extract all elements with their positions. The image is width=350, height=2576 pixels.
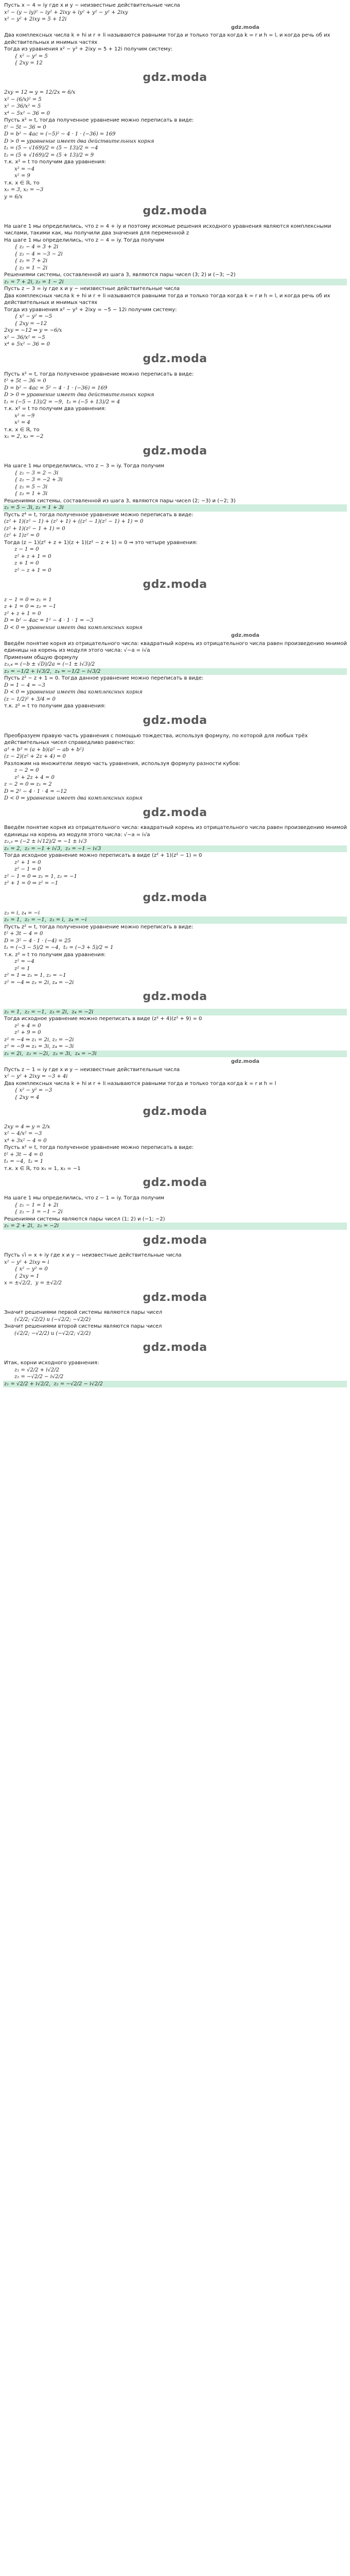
math-line: z + 1 = 0 ⇒ z₂ = −1	[4, 604, 56, 610]
math-line: x² = −9	[14, 413, 35, 419]
watermark-logo: gdz.moda	[143, 205, 207, 218]
math-line: z² − 1 = 0 ⇒ z₁ = 1, z₂ = −1	[4, 873, 77, 879]
text-line: Введём понятие корня из отрицательного числа: квадратный корень из отрицательного числа равен произведению мнимой единицы на корень из модуля этого числа: √−a = i√a	[4, 825, 349, 838]
watermark-logo: gdz.moda	[143, 806, 207, 819]
watermark-logo: gdz.moda	[143, 444, 207, 457]
math-line: t₁ = (−3 − 5)/2 = −4, t₂ = (−3 + 5)/2 = 1	[4, 945, 114, 951]
math-line: t² + 5t − 36 = 0	[4, 378, 46, 384]
answer-line: z₁ = 5 − 3i, z₂ = 1 + 3i	[3, 504, 347, 512]
text-line: т.к. x² = t то получим два уравнения:	[4, 159, 106, 165]
text-line: т.к. x² = t то получим два уравнения:	[4, 406, 106, 412]
watermark-small: gdz.moda	[231, 24, 259, 30]
math-line: D = b² − 4ac = 5² − 4 · 1 · (−36) = 169	[4, 385, 108, 391]
math-line: z² + 1 = 0 ⇒ z² = −1	[4, 880, 58, 887]
text-line: Два комплексных числа k + hi и r + li называются равными тогда и только тогда когда k = r и h = l, и когда речь об их действительных и мнимых частях	[4, 32, 332, 45]
math-line: (z² + 1)(z² − 1) + (z² + 1) + ((z² − 1)(z² − 1) + 1) = 0	[4, 519, 144, 525]
math-line: x² − y² + 2ixy = 5 + 12i	[4, 16, 67, 22]
math-line: { z₂ − 3 = −2 + 3i	[14, 477, 63, 483]
watermark-logo: gdz.moda	[143, 1105, 207, 1118]
watermark-logo: gdz.moda	[143, 990, 207, 1003]
math-line: x⁴ − 5x² − 36 = 0	[4, 110, 50, 116]
math-line: t² + 3t − 4 = 0	[4, 1151, 43, 1158]
watermark-logo: gdz.moda	[143, 71, 207, 84]
math-line: t² + 3t − 4 = 0	[4, 931, 43, 937]
math-line: { x² − y² = 5	[14, 53, 48, 59]
math-line: { z₁ − 1 = 1 + 2i	[14, 1202, 59, 1208]
math-line: t² − 5t − 36 = 0	[4, 124, 46, 130]
answer-line: z₁ = 1, z₂ = −1, z₃ = 2i, z₄ = −2i	[3, 1009, 347, 1016]
answer-line: z₁ = √2/2 + i√2/2, z₂ = −√2/2 − i√2/2	[3, 1381, 347, 1388]
math-line: x² − 36/x² = 5	[4, 104, 41, 110]
math-line: z − 1 = 0 ⇒ z₁ = 1	[4, 597, 52, 603]
math-line: x² − y² + 2ixy = −3 + 4i	[4, 1074, 68, 1080]
math-line: z² + 2z + 4 = 0	[14, 774, 55, 781]
text-line: Значит решениями первой системы являются пары чисел	[4, 1310, 163, 1316]
math-line: x² − 36/x² = −5	[4, 334, 45, 341]
text-line: Тогда из уравнения x² − y² + 2ixy = 5 + 12i получим систему:	[4, 46, 173, 52]
math-line: x² − (6/x)² = 5	[4, 96, 42, 103]
math-line: (z − 1/2)² + 3/4 = 0	[4, 696, 56, 702]
text-line: На шаге 1 мы определились, что z = 4 + iy и поэтому искомые решения исходного уравнения являются комплексными числами, такими как, мы получили два значения для переменной z	[4, 223, 333, 236]
answer-line: z₃ = −1/2 + i√3/2, z₄ = −1/2 − i√3/2	[3, 668, 347, 675]
math-line: { z₁ − 4 = 3 + 2i	[14, 244, 59, 250]
watermark-small: gdz.moda	[231, 1059, 259, 1065]
text-line: Тогда из уравнения x² − y² + 2ixy = −5 − 12i получим систему:	[4, 307, 177, 313]
math-line: z² = −4 ⇒ z₃ = 2i, z₄ = −2i	[4, 979, 74, 986]
text-line: Два комплексных числа k + hi и r + li называются равными тогда и только тогда когда k = r и h = l, и когда речь об их действительных и мнимых частях	[4, 293, 332, 306]
answer-line: z₁ = 7 + 2i, z₂ = 1 − 2i	[3, 279, 347, 286]
math-line: x⁴ + 3x² − 4 = 0	[4, 1138, 47, 1144]
math-line: { z₁ − 3 = 2 − 3i	[14, 470, 59, 476]
math-line: z + 1 = 0	[14, 561, 39, 567]
math-line: { 2xy = 4	[14, 1094, 40, 1100]
text-line: Решениями системы, составленной из шага 3, являются пары чисел (3; 2) и (−3; −2)	[4, 272, 236, 278]
math-line: D < 0 ⇒ уравнение имеет два комплексных корня	[4, 689, 143, 696]
math-line: D = b² − 4ac = (−5)² − 4 · 1 · (−36) = 169	[4, 131, 116, 138]
text-line: Пусть z² − z + 1 = 0. Тогда данное уравнение можно переписать в виде:	[4, 675, 204, 682]
watermark-logo: gdz.moda	[143, 714, 207, 727]
text-line: Итак, корни исходного уравнения:	[4, 1360, 99, 1366]
math-line: a³ + b³ = (a + b)(a² − ab + b²)	[4, 747, 84, 753]
math-line: D < 0 ⇒ уравнение имеет два комплексных корня	[4, 795, 143, 802]
math-line: z − 2 = 0	[14, 768, 39, 774]
math-line: (z − 2)(z² + 2z + 4) = 0	[4, 754, 66, 760]
math-line: D > 0 ⇒ уравнение имеет два действительных корня	[4, 392, 154, 398]
math-line: { z₂ − 1 = −1 − 2i	[14, 1209, 63, 1215]
text-line: Тогда исходное уравнение можно переписать в виде (z² + 4)(z² + 9) = 0	[4, 1016, 202, 1022]
text-line: Пусть z − 3 = iy где x и y − неизвестные действительные числа	[4, 286, 180, 292]
text-line: Введём понятие корня из отрицательного числа: квадратный корень из отрицательного числа равен произведению мнимой единицы на корень из модуля этого числа: √−a = i√a	[4, 640, 349, 654]
text-line: На шаге 1 мы определились, что z − 3 = iy. Тогда получим	[4, 463, 164, 469]
text-line: Пусть z² = t, тогда полученное уравнение можно переписать в виде:	[4, 924, 194, 930]
text-line: Пусть x² = t, тогда полученное уравнение можно переписать в виде:	[4, 371, 194, 377]
math-line: z² = −9 ⇒ z₃ = 3i, z₄ = −3i	[4, 1044, 74, 1050]
math-line: D = 2² − 4 · 1 · 4 = −12	[4, 788, 67, 794]
math-line: z² + z + 1 = 0	[4, 611, 41, 617]
math-line: z − 2 = 0 ⇒ z₁ = 2	[4, 782, 52, 788]
math-line: z₂,₃ = (−2 ± i√12)/2 = −1 ± i√3	[4, 839, 87, 845]
watermark-logo: gdz.moda	[143, 1291, 207, 1304]
math-line: x² = 9	[14, 173, 30, 179]
text-line: Преобразуем правую часть уравнения с помощью тождества, используя формулу, по которой для любых трёх действительных чисел справедливо равенство:	[4, 733, 310, 746]
math-line: z² − z + 1 = 0	[14, 567, 51, 573]
answer-line: z₁ = 1, z₂ = −1, z₃ = i, z₄ = −i	[3, 917, 347, 924]
watermark-logo: gdz.moda	[143, 352, 207, 365]
text-line: Решениями системы являются пары чисел (1; 2) и (−1; −2)	[4, 1216, 165, 1222]
watermark-small: gdz.moda	[231, 633, 259, 639]
math-line: z₃ = i, z₄ = −i	[4, 910, 40, 916]
text-line: т.к. x ∈ ℝ, то	[4, 427, 40, 433]
math-line: { 2xy = −12	[14, 320, 47, 327]
text-line: Пусть z⁴ = t, тогда полученное уравнение можно переписать в виде:	[4, 512, 194, 518]
text-line: Тогда (z − 1)(z² + z + 1)(z + 1)(z² − z + 1) = 0 ⇒ это четыре уравнения:	[4, 539, 198, 546]
math-line: { x² − y² = −3	[14, 1088, 52, 1094]
text-line: Пусть z − 1 = iy где x и y − неизвестные действительные числа	[4, 1066, 180, 1073]
text-line: Пусть x² = t, тогда полученное уравнение можно переписать в виде:	[4, 1145, 194, 1151]
text-line: Пусть √i = x + iy где x и y − неизвестные действительные числа	[4, 1252, 182, 1259]
math-line: z² + 4 = 0	[14, 1023, 41, 1029]
math-line: { z₂ − 4 = −3 − 2i	[14, 251, 63, 257]
math-line: z² = −4	[14, 959, 34, 964]
math-line: (z² + 1)(z² − 1 + 1) = 0	[4, 526, 65, 532]
math-line: x² = −4	[14, 166, 35, 172]
math-line: D = 3² − 4 · 1 · (−4) = 25	[4, 938, 71, 944]
text-line: т.к. x ∈ ℝ, то	[4, 180, 40, 186]
math-line: 2xy = −12 ⇒ y = −6/x	[4, 328, 62, 334]
math-line: (√2/2; −√2/2) и (−√2/2; √2/2)	[14, 1330, 91, 1336]
math-line: x² − (y − iy)² − iy² + 2ixy + iy² + y² − y² + 2ixy	[4, 9, 128, 15]
math-line: z − 1 = 0	[14, 547, 39, 553]
math-line: D = b² − 4ac = 1² − 4 · 1 · 1 = −3	[4, 618, 94, 624]
answer-line: z₁ = 2, z₂ = −1 + i√3, z₃ = −1 − i√3	[3, 845, 347, 853]
math-line: t₁ = (5 − √169)/2 = (5 − 13)/2 = −4	[4, 145, 98, 151]
math-line: { 2xy = 12	[14, 60, 43, 66]
math-line: y = 6/x	[4, 194, 23, 200]
text-line: Значит решениями второй системы являются пары чисел	[4, 1324, 162, 1330]
answer-line: z₁ = 2i, z₂ = −2i, z₃ = 3i, z₄ = −3i	[3, 1050, 347, 1058]
math-line: { x² − y² = 0	[14, 1266, 48, 1273]
math-line: D > 0 ⇒ уравнение имеет два действительных корня	[4, 138, 154, 144]
watermark-logo: gdz.moda	[143, 1341, 207, 1354]
text-line: На шаге 1 мы определились, что z − 4 = iy. Тогда получим	[4, 237, 164, 243]
math-line: t₁ = −4, t₂ = 1	[4, 1159, 44, 1165]
math-line: { z₂ = 1 − 2i	[14, 265, 48, 271]
math-line: t₂ = (5 + √169)/2 = (5 + 13)/2 = 9	[4, 152, 94, 158]
math-line: x = ±√2/2, y = ±√2/2	[4, 1280, 62, 1286]
math-line: z² − 1 = 0	[14, 867, 41, 873]
math-line: z₁ = √2/2 + i√2/2	[14, 1367, 59, 1373]
text-line: Решениями системы, составленной из шага 3, являются пары чисел (2; −3) и (−2; 3)	[4, 498, 236, 504]
text-line: Пусть x² = t, тогда полученное уравнение можно переписать в виде:	[4, 117, 194, 124]
math-line: { z₁ = 5 − 3i	[14, 484, 48, 490]
math-line: z₃,₄ = (−b ± √D)/2a = (−1 ± i√3)/2	[4, 662, 95, 668]
math-line: t₁ = (−5 − 13)/2 = −9, t₂ = (−5 + 13)/2 = 4	[4, 399, 120, 405]
math-line: z₂ = −√2/2 − i√2/2	[14, 1374, 64, 1380]
text-line: На шаге 1 мы определились, что z − 1 = iy. Тогда получим	[4, 1195, 164, 1201]
math-line: 2xy = 4 ⇒ y = 2/x	[4, 1124, 50, 1130]
math-line: { z₁ = 7 + 2i	[14, 258, 48, 264]
math-line: z² + 9 = 0	[14, 1030, 41, 1036]
watermark-logo: gdz.moda	[143, 1233, 207, 1247]
math-line: (√2/2; √2/2) и (−√2/2; −√2/2)	[14, 1316, 91, 1323]
text-line: Применим общую формулу	[4, 654, 78, 660]
math-line: x₁ = 3, x₂ = −3	[4, 187, 44, 193]
watermark-logo: gdz.moda	[143, 891, 207, 904]
text-line: Пусть x − 4 = iy где x и y − неизвестные действительные числа	[4, 3, 180, 8]
math-line: x⁴ + 5x² − 36 = 0	[4, 342, 50, 348]
math-line: x² − y² + 2ixy = i	[4, 1259, 49, 1265]
watermark-logo: gdz.moda	[143, 578, 207, 591]
math-line: { z₂ = 1 + 3i	[14, 491, 48, 497]
math-line: z² + z + 1 = 0	[14, 553, 51, 560]
math-line: z² = −4 ⇒ z₁ = 2i, z₂ = −2i	[4, 1037, 74, 1043]
math-line: x² − 4/x² = −3	[4, 1131, 42, 1137]
math-line: z² + 1 = 0	[14, 859, 41, 866]
math-line: x₁ = 2, x₂ = −2	[4, 434, 44, 440]
math-line: x² = 4	[14, 420, 30, 426]
math-line: z² = 1 ⇒ z₁ = 1, z₂ = −1	[4, 973, 66, 978]
text-line: т.к. z² = t то получим два уравнения:	[4, 952, 106, 958]
math-line: z² = 1	[14, 965, 30, 972]
math-line: { 2xy = 1	[14, 1273, 40, 1279]
math-line: D < 0 ⇒ уравнение имеет два комплексных корня	[4, 624, 143, 631]
answer-line: z₁ = 2 + 2i, z₂ = −2i	[3, 1223, 347, 1230]
math-line: D = 1 − 4 = −3	[4, 682, 45, 688]
math-line: { x² − y² = −5	[14, 314, 52, 320]
text-line: т.к. x ∈ ℝ, то x₁ = 1, x₂ = −1	[4, 1165, 81, 1172]
text-line: т.к. z² = t то получим два уравнения:	[4, 703, 106, 709]
math-line: 2xy = 12 ⇒ y = 12/2x = 6/x	[4, 90, 76, 96]
watermark-logo: gdz.moda	[143, 1176, 207, 1190]
text-line: Разложим на множители левую часть уравнения, используя формулу разности кубов:	[4, 760, 240, 767]
text-line: Два комплексных числа k + hi и r + li называются равными тогда и только тогда когда k = r и h = l	[4, 1080, 276, 1087]
text-line: Тогда исходное уравнение можно переписать в виде (z² + 1)(z² − 1) = 0	[4, 853, 202, 859]
math-line: (z² + 1)z² = 0	[4, 533, 40, 539]
